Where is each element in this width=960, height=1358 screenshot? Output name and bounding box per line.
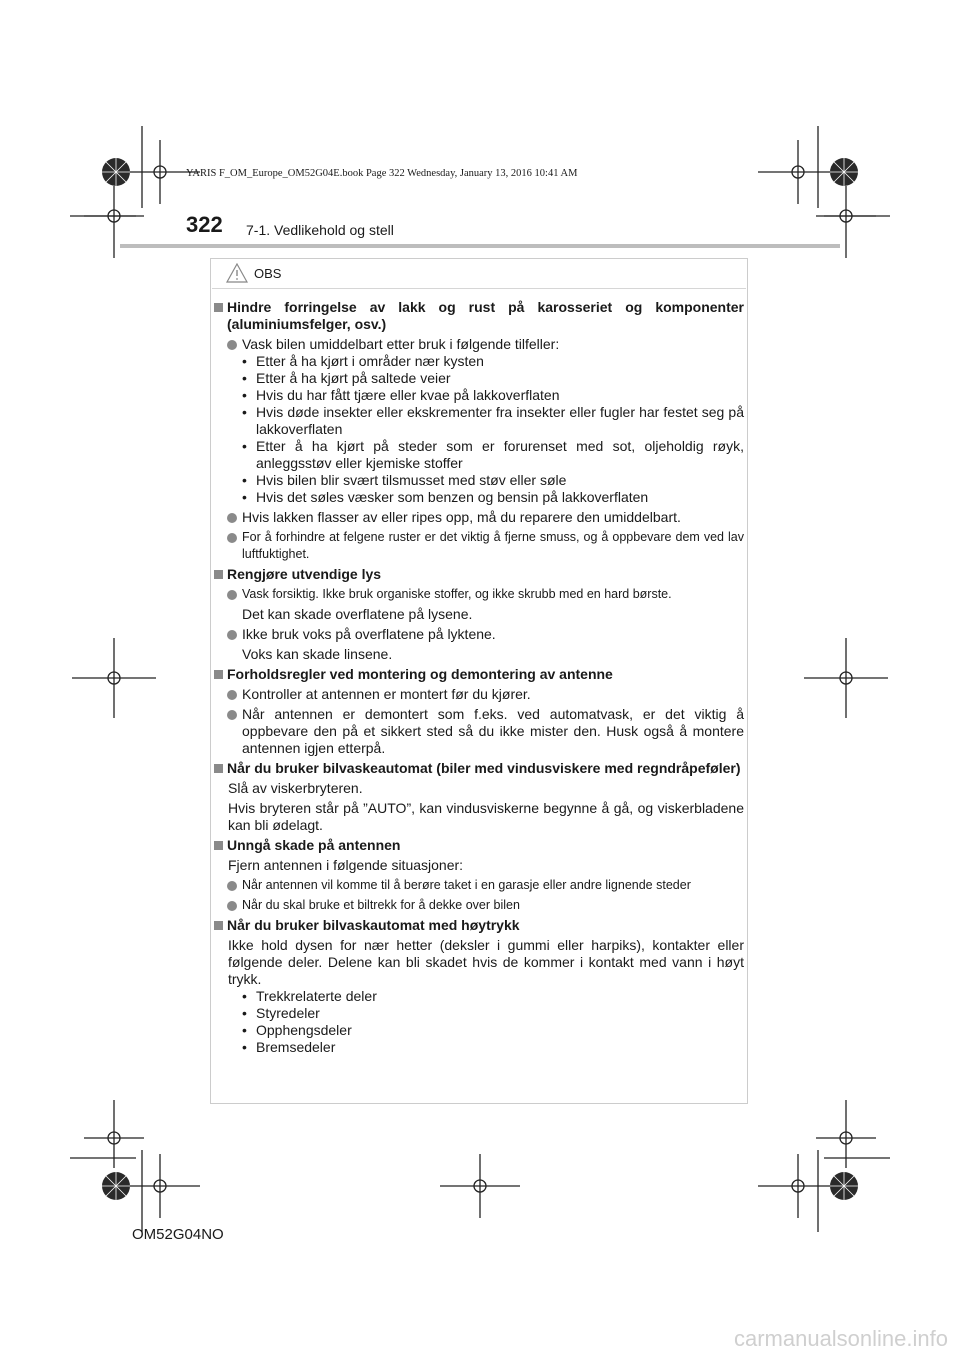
bullet-text: For å forhindre at felgene ruster er det viktig å fjerne smuss, og å oppbevare dem ved lav luftfuktighet. (242, 530, 744, 561)
circle-bullet-icon (227, 533, 237, 543)
section-heading (214, 666, 744, 683)
sub-item-text: Hvis du har fått tjære eller kvae på lakkoverflaten (256, 387, 560, 403)
square-bullet-icon (214, 570, 223, 579)
bullet-item (214, 897, 744, 914)
circle-bullet-icon (227, 590, 237, 600)
bullet-text: Hvis lakken flasser av eller ripes opp, må du reparere den umiddelbart. (242, 509, 681, 525)
sub-list-item (214, 1005, 744, 1022)
heading-text: Forholdsregler ved montering og demontering av antenne (227, 666, 613, 682)
heading-text: Unngå skade på antennen (227, 837, 401, 853)
bullet-text: Ikke bruk voks på overflatene på lyktene. (242, 626, 496, 642)
dot-bullet-icon: • (242, 472, 247, 488)
caution-header (212, 260, 746, 289)
dot-bullet-icon: • (242, 1039, 247, 1055)
sub-list-item (214, 370, 744, 387)
dot-bullet-icon: • (242, 387, 247, 403)
bullet-item (214, 877, 744, 894)
sub-item-text: Etter å ha kjørt i områder nær kysten (256, 353, 484, 369)
square-bullet-icon (214, 303, 223, 312)
sub-list-item (214, 404, 744, 438)
circle-bullet-icon (227, 340, 237, 350)
bullet-text: Vask forsiktig. Ikke bruk organiske stoffer, og ikke skrubb med en hard børste. (242, 587, 672, 601)
sub-list-item (214, 387, 744, 404)
sub-list-item (214, 353, 744, 370)
circle-bullet-icon (227, 710, 237, 720)
bullet-item (214, 336, 744, 353)
sub-list-item (214, 438, 744, 472)
caution-label: OBS (254, 266, 282, 281)
continuation-text: Voks kan skade linsene. (242, 646, 393, 662)
bullet-text: Når antennen er demontert som f.eks. ved automatvask, er det viktig å oppbevare den på et sikkert sted så du ikke mister den. Husk også å montere antennen igjen etterpå. (242, 706, 744, 756)
bullet-text: Når antennen vil komme til å berøre taket i en garasje eller andre lignende steder (242, 878, 691, 892)
dot-bullet-icon: • (242, 370, 247, 386)
warning-triangle-icon (226, 263, 248, 283)
section-heading (214, 566, 744, 583)
sub-list-item (214, 1039, 744, 1056)
section-heading (214, 917, 744, 934)
dot-bullet-icon: • (242, 489, 247, 505)
sub-item-text: Opphengsdeler (256, 1022, 352, 1038)
section-heading (214, 299, 744, 333)
sub-item-text: Etter å ha kjørt på saltede veier (256, 370, 451, 386)
dot-bullet-icon: • (242, 988, 247, 1004)
circle-bullet-icon (227, 690, 237, 700)
sub-item-text: Hvis det søles væsker som benzen og bensin på lakkoverflaten (256, 489, 649, 505)
bullet-text: Når du skal bruke et biltrekk for å dekke over bilen (242, 898, 520, 912)
book-info-line: YARIS F_OM_Europe_OM52G04E.book Page 322 Wednesday, January 13, 2016 10:41 AM (186, 168, 578, 179)
square-bullet-icon (214, 921, 223, 930)
caution-content (214, 296, 744, 1056)
circle-bullet-icon (227, 881, 237, 891)
sub-item-text: Hvis døde insekter eller ekskrementer fra insekter eller fugler har festet seg på lakkoverflaten (256, 404, 744, 437)
paragraph-text: Hvis bryteren står på ”AUTO”, kan vindusviskerne begynne å gå, og viskerbladene kan bli ødelagt. (228, 800, 744, 833)
sub-item-text: Styredeler (256, 1005, 320, 1021)
bullet-item (214, 706, 744, 757)
bullet-continuation (214, 606, 744, 623)
bullet-item (214, 529, 744, 563)
paragraph (214, 780, 744, 797)
dot-bullet-icon: • (242, 404, 247, 420)
dot-bullet-icon: • (242, 438, 247, 454)
circle-bullet-icon (227, 901, 237, 911)
bullet-item (214, 686, 744, 703)
square-bullet-icon (214, 764, 223, 773)
bullet-continuation (214, 646, 744, 663)
bullet-text: Vask bilen umiddelbart etter bruk i følgende tilfeller: (242, 336, 560, 352)
section-heading (214, 837, 744, 854)
sub-list-item (214, 988, 744, 1005)
sub-item-text: Bremsedeler (256, 1039, 336, 1055)
paragraph-text: Ikke hold dysen for nær hetter (deksler i gummi eller harpiks), kontakter eller følgende deler. Delene kan bli skadet hvis de kommer i kontakt med vann i høyt trykk. (228, 937, 744, 987)
sub-item-text: Hvis bilen blir svært tilsmusset med støv eller søle (256, 472, 567, 488)
paragraph (214, 800, 744, 834)
sub-item-text: Etter å ha kjørt på steder som er forurenset med sot, oljeholdig røyk, anleggsstøv eller kjemiske stoffer (256, 438, 744, 471)
bullet-text: Kontroller at antennen er montert før du kjører. (242, 686, 531, 702)
heading-text: Rengjøre utvendige lys (227, 566, 382, 582)
sub-list-item (214, 489, 744, 506)
heading-text: Hindre forringelse av lakk og rust på karosseriet og komponenter (aluminiumsfelger, osv.) (227, 299, 744, 332)
circle-bullet-icon (227, 630, 237, 640)
sub-item-text: Trekkrelaterte deler (256, 988, 377, 1004)
square-bullet-icon (214, 841, 223, 850)
paragraph-text: Fjern antennen i følgende situasjoner: (228, 857, 464, 873)
heading-text: Når du bruker bilvaskautomat med høytrykk (227, 917, 520, 933)
heading-text: Når du bruker bilvaskeautomat (biler med vindusviskere med regndråpeføler) (227, 760, 741, 776)
sub-list-item (214, 1022, 744, 1039)
bullet-item (214, 586, 744, 603)
section-title: 7-1. Vedlikehold og stell (246, 222, 394, 238)
paragraph (214, 937, 744, 988)
watermark: carmanualsonline.info (733, 1326, 948, 1351)
page-number: 322 (186, 212, 223, 237)
document-code: OM52G04NO (132, 1226, 224, 1243)
section-heading (214, 760, 744, 777)
paragraph (214, 857, 744, 874)
header-rule (120, 244, 840, 248)
circle-bullet-icon (227, 513, 237, 523)
bullet-item (214, 626, 744, 643)
dot-bullet-icon: • (242, 353, 247, 369)
square-bullet-icon (214, 670, 223, 679)
continuation-text: Det kan skade overflatene på lysene. (242, 606, 473, 622)
dot-bullet-icon: • (242, 1022, 247, 1038)
dot-bullet-icon: • (242, 1005, 247, 1021)
paragraph-text: Slå av viskerbryteren. (228, 780, 363, 796)
sub-list-item (214, 472, 744, 489)
bullet-item (214, 509, 744, 526)
